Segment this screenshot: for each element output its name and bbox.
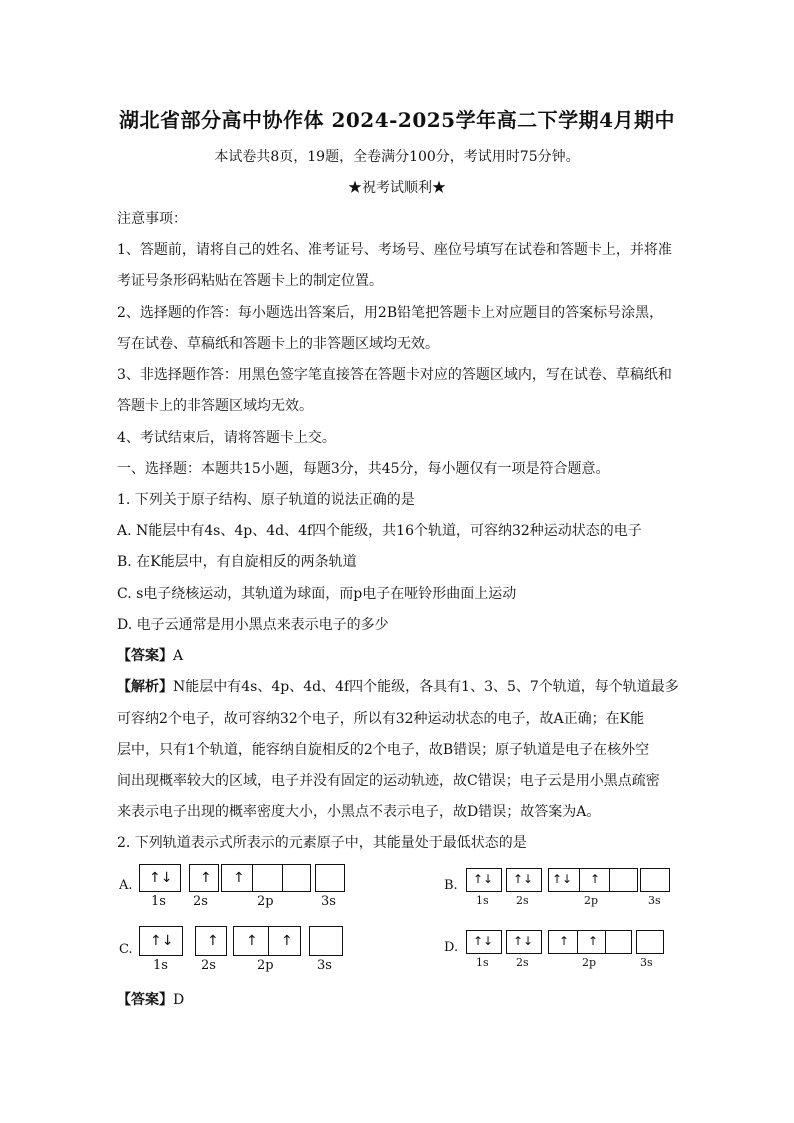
orbital-box-1s: ↑↓ xyxy=(466,868,502,892)
orbital-box-3s xyxy=(640,868,670,892)
notice-line-3: 2、选择题的作答：每小题选出答案后，用2B铅笔把答题卡上对应题目的答案标号涂黑， xyxy=(117,305,664,321)
q2-stem: 2. 下列轨道表示式所表示的元素原子中，其能量处于最低状态的是 xyxy=(117,835,527,851)
notice-line-1: 1、答题前，请将自己的姓名、准考证号、考场号、座位号填写在试卷和答题卡上，并将准 xyxy=(117,242,672,258)
q1-stem: 1. 下列关于原子结构、原子轨道的说法正确的是 xyxy=(117,492,415,508)
notice-line-6: 答题卡上的非答题区域均无效。 xyxy=(117,398,313,414)
page-title: 湖北省部分高中协作体 2024-2025学年高二下学期4月期中 xyxy=(118,108,675,132)
q2-option-c-diagram: C. ↑↓ ↑ ↑ ↑ 1s 2s 2p 3s xyxy=(117,924,357,974)
orbital-box-2s: ↑ xyxy=(189,864,219,892)
notice-line-5: 3、非选择题作答：用黑色签字笔直接答在答题卡对应的答题区域内，写在试卷、草稿纸和 xyxy=(117,367,672,383)
orbital-box-2s: ↑↓ xyxy=(506,868,542,892)
analysis-label: 【解析】 xyxy=(117,679,173,695)
q1-analysis-line-1: 【解析】N能层中有4s、4p、4d、4f四个能级，各具有1、3、5、7个轨道，每个轨道最多 xyxy=(117,679,679,695)
orbital-box-2s: ↑ xyxy=(195,926,227,956)
q1-option-b: B. 在K能层中，有自旋相反的两条轨道 xyxy=(117,554,357,570)
q1-option-a: A. N能层中有4s、4p、4d、4f四个能级，共16个轨道，可容纳32种运动状态的电子 xyxy=(117,523,642,539)
orbital-box-2s: ↑↓ xyxy=(506,930,542,954)
orbital-box-1s: ↑↓ xyxy=(139,864,181,892)
orbital-box-1s: ↑↓ xyxy=(466,930,502,954)
q1-analysis-line-5: 来表示电子出现的概率密度大小，小黑点不表示电子，故D错误；故答案为A。 xyxy=(117,804,601,820)
q2-option-d-diagram: D. ↑↓ ↑↓ ↑ ↑ 1s 2s 2p 3s xyxy=(442,928,682,974)
answer-label: 【答案】 xyxy=(117,648,173,664)
exam-subtitle: 本试卷共8页，19题，全卷满分100分，考试用时75分钟。 xyxy=(214,149,580,165)
q1-analysis-line-2: 可容纳2个电子，故可容纳32个电子，所以有32种运动状态的电子，故A正确；在K能 xyxy=(117,711,645,727)
answer-label: 【答案】 xyxy=(117,992,173,1008)
answer-value: D xyxy=(173,992,185,1008)
q1-answer xyxy=(117,645,183,665)
q2-answer xyxy=(117,989,184,1009)
orbital-box-2p: ↑↓ ↑ xyxy=(548,868,638,892)
notice-line-7: 4、考试结束后，请将答题卡上交。 xyxy=(117,430,336,446)
orbital-box-2p: ↑ ↑ xyxy=(233,926,301,956)
orbital-box-3s xyxy=(636,930,664,954)
q2-option-a-diagram: A. ↑↓ ↑ ↑ 1s 2s 2p 3s xyxy=(117,862,357,912)
answer-value: A xyxy=(173,648,184,664)
notice-heading: 注意事项： xyxy=(117,211,187,227)
notice-line-4: 写在试卷、草稿纸和答题卡上的非答题区域均无效。 xyxy=(117,336,439,352)
q2-option-b-diagram: B. ↑↓ ↑↓ ↑↓ ↑ 1s 2s 2p 3s xyxy=(442,866,682,912)
section-heading: 一、选择题：本题共15小题，每题3分，共45分，每小题仅有一项是符合题意。 xyxy=(117,461,610,477)
q1-option-c: C. s电子绕核运动，其轨道为球面，而p电子在哑铃形曲面上运动 xyxy=(117,586,517,602)
q1-option-d: D. 电子云通常是用小黑点来表示电子的多少 xyxy=(117,617,389,633)
orbital-box-2p: ↑ xyxy=(221,864,311,892)
q1-analysis-line-4: 间出现概率较大的区域，电子并没有固定的运动轨迹，故C错误；电子云是用小黑点疏密 xyxy=(117,773,660,789)
orbital-box-3s xyxy=(309,926,343,956)
notice-line-2: 考证号条形码粘贴在答题卡上的制定位置。 xyxy=(117,273,383,289)
good-luck-text: ★祝考试顺利★ xyxy=(348,180,446,196)
q1-analysis-line-3: 层中，只有1个轨道，能容纳自旋相反的2个电子，故B错误；原子轨道是电子在核外空 xyxy=(117,742,650,758)
orbital-box-3s xyxy=(315,864,345,892)
orbital-box-1s: ↑↓ xyxy=(139,926,183,956)
orbital-box-2p: ↑ ↑ xyxy=(548,930,632,954)
